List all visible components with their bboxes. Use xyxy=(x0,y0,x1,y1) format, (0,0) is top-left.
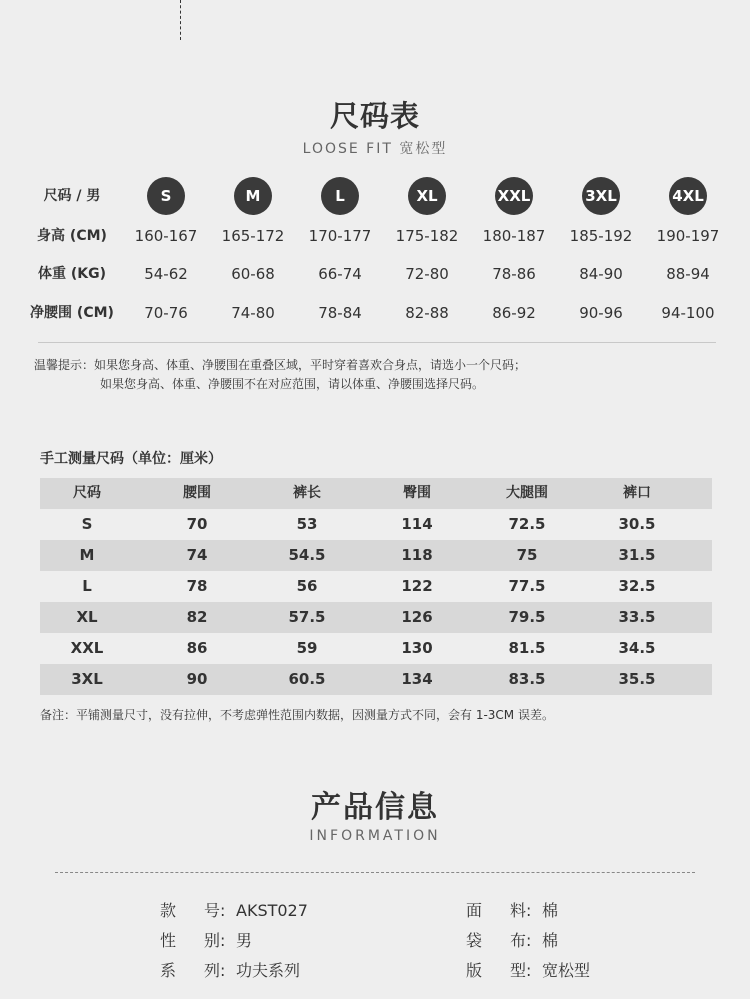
info-value: 功夫系列 xyxy=(236,961,301,980)
table-cell: 130 xyxy=(401,639,433,657)
table-cell: 31.5 xyxy=(618,546,656,564)
table-cell: 86 xyxy=(186,639,208,657)
height-row xyxy=(0,216,750,256)
table-row xyxy=(40,602,712,633)
dashed-divider xyxy=(55,872,695,873)
table-cell: 30.5 xyxy=(618,515,656,533)
info-key-char: 系 xyxy=(160,961,177,980)
info-key-char: 款 xyxy=(160,901,177,920)
table-cell: 81.5 xyxy=(508,639,546,657)
table-cell: 54.5 xyxy=(288,546,326,564)
weight-label: 体重 (KG) xyxy=(37,266,106,282)
table-cell: 60.5 xyxy=(288,670,326,688)
table-cell: 83.5 xyxy=(508,670,546,688)
table-cell: 3XL xyxy=(71,670,103,688)
waist-value: 74-80 xyxy=(231,304,275,322)
size-badge-s: S xyxy=(147,177,185,215)
height-value: 180-187 xyxy=(482,227,546,245)
table-cell: XL xyxy=(76,608,98,626)
size-header-row xyxy=(0,176,750,216)
info-key-char: 布: xyxy=(510,931,532,950)
waist-value: 82-88 xyxy=(405,304,449,322)
table-cell: 34.5 xyxy=(618,639,656,657)
table-cell: 59 xyxy=(296,639,318,657)
table-cell: 70 xyxy=(186,515,208,533)
weight-value: 54-62 xyxy=(144,265,188,283)
info-value: 男 xyxy=(236,931,253,950)
table-row xyxy=(40,540,712,571)
decorative-dashed-line xyxy=(180,0,181,40)
waist-value: 94-100 xyxy=(661,304,715,322)
waist-value: 70-76 xyxy=(144,304,188,322)
height-value: 165-172 xyxy=(221,227,285,245)
column-header: 腰围 xyxy=(183,485,211,501)
size-badge-xxl: XXL xyxy=(495,177,533,215)
height-label: 身高 (CM) xyxy=(37,228,107,244)
table-cell: S xyxy=(81,515,93,533)
table-cell: 72.5 xyxy=(508,515,546,533)
size-badge-4xl: 4XL xyxy=(669,177,707,215)
column-header: 臀围 xyxy=(403,485,431,501)
divider xyxy=(38,342,716,343)
table-cell: 122 xyxy=(401,577,433,595)
measure-note: 备注：平铺测量尺寸，没有拉伸，不考虑弹性范围内数据，因测量方式不同，会有 1-3CM 误差。 xyxy=(40,708,554,722)
table-cell: 134 xyxy=(401,670,433,688)
weight-value: 84-90 xyxy=(579,265,623,283)
info-value: 棉 xyxy=(542,931,559,950)
waist-label: 净腰围 (CM) xyxy=(30,305,114,321)
table-cell: 33.5 xyxy=(618,608,656,626)
weight-row xyxy=(0,254,750,294)
tip-line-1: 温馨提示：如果您身高、体重、净腰围在重叠区域，平时穿着喜欢合身点，请选小一个尺码； xyxy=(34,358,527,372)
weight-value: 78-86 xyxy=(492,265,536,283)
size-header-label: 尺码 / 男 xyxy=(43,188,101,204)
table-cell: 56 xyxy=(296,577,318,595)
info-key-char: 版 xyxy=(466,961,483,980)
table-cell: 77.5 xyxy=(508,577,546,595)
height-value: 185-192 xyxy=(569,227,633,245)
info-value: AKST027 xyxy=(236,901,308,920)
weight-value: 66-74 xyxy=(318,265,362,283)
column-header: 大腿围 xyxy=(506,485,548,501)
product-info-title: 产品信息 xyxy=(311,790,439,825)
column-header: 裤长 xyxy=(293,485,321,501)
column-header: 尺码 xyxy=(73,485,101,501)
waist-row xyxy=(0,293,750,333)
waist-value: 86-92 xyxy=(492,304,536,322)
weight-value: 88-94 xyxy=(666,265,710,283)
measure-table-title: 手工测量尺码（单位：厘米） xyxy=(40,451,222,467)
table-cell: 53 xyxy=(296,515,318,533)
size-chart-subtitle: LOOSE FIT 宽松型 xyxy=(302,141,448,157)
table-cell: XXL xyxy=(70,639,104,657)
table-cell: 75 xyxy=(516,546,538,564)
weight-value: 60-68 xyxy=(231,265,275,283)
table-row xyxy=(40,571,712,602)
size-chart-title: 尺码表 xyxy=(329,99,420,133)
waist-value: 90-96 xyxy=(579,304,623,322)
waist-value: 78-84 xyxy=(318,304,362,322)
table-cell: 57.5 xyxy=(288,608,326,626)
info-key-char: 面 xyxy=(466,901,483,920)
table-cell: 32.5 xyxy=(618,577,656,595)
tip-line-2: 如果您身高、体重、净腰围不在对应范围，请以体重、净腰围选择尺码。 xyxy=(100,377,485,391)
size-badge-xl: XL xyxy=(408,177,446,215)
table-cell: 90 xyxy=(186,670,208,688)
product-info-subtitle: INFORMATION xyxy=(309,828,441,844)
info-key-char: 号: xyxy=(204,901,226,920)
column-header: 裤口 xyxy=(623,485,651,501)
table-cell: 78 xyxy=(186,577,208,595)
table-cell: 126 xyxy=(401,608,433,626)
info-key-char: 列: xyxy=(204,961,226,980)
height-value: 190-197 xyxy=(656,227,720,245)
table-cell: 35.5 xyxy=(618,670,656,688)
table-cell: 82 xyxy=(186,608,208,626)
height-value: 160-167 xyxy=(134,227,198,245)
table-cell: M xyxy=(79,546,95,564)
table-cell: 79.5 xyxy=(508,608,546,626)
table-row xyxy=(40,633,712,664)
measure-table xyxy=(40,478,712,695)
info-key-char: 别: xyxy=(204,931,226,950)
size-badge-l: L xyxy=(321,177,359,215)
info-value: 宽松型 xyxy=(542,961,591,980)
size-badge-3xl: 3XL xyxy=(582,177,620,215)
size-badge-m: M xyxy=(234,177,272,215)
info-key-char: 料: xyxy=(510,901,532,920)
info-key-char: 性 xyxy=(160,931,177,950)
table-cell: 118 xyxy=(401,546,433,564)
table-row xyxy=(40,509,712,540)
table-cell: 74 xyxy=(186,546,208,564)
info-key-char: 型: xyxy=(510,961,532,980)
info-value: 棉 xyxy=(542,901,559,920)
height-value: 175-182 xyxy=(395,227,459,245)
weight-value: 72-80 xyxy=(405,265,449,283)
info-key-char: 袋 xyxy=(466,931,483,950)
height-value: 170-177 xyxy=(308,227,372,245)
table-header-row xyxy=(40,478,712,509)
table-cell: 114 xyxy=(401,515,433,533)
table-row xyxy=(40,664,712,695)
table-cell: L xyxy=(82,577,92,595)
